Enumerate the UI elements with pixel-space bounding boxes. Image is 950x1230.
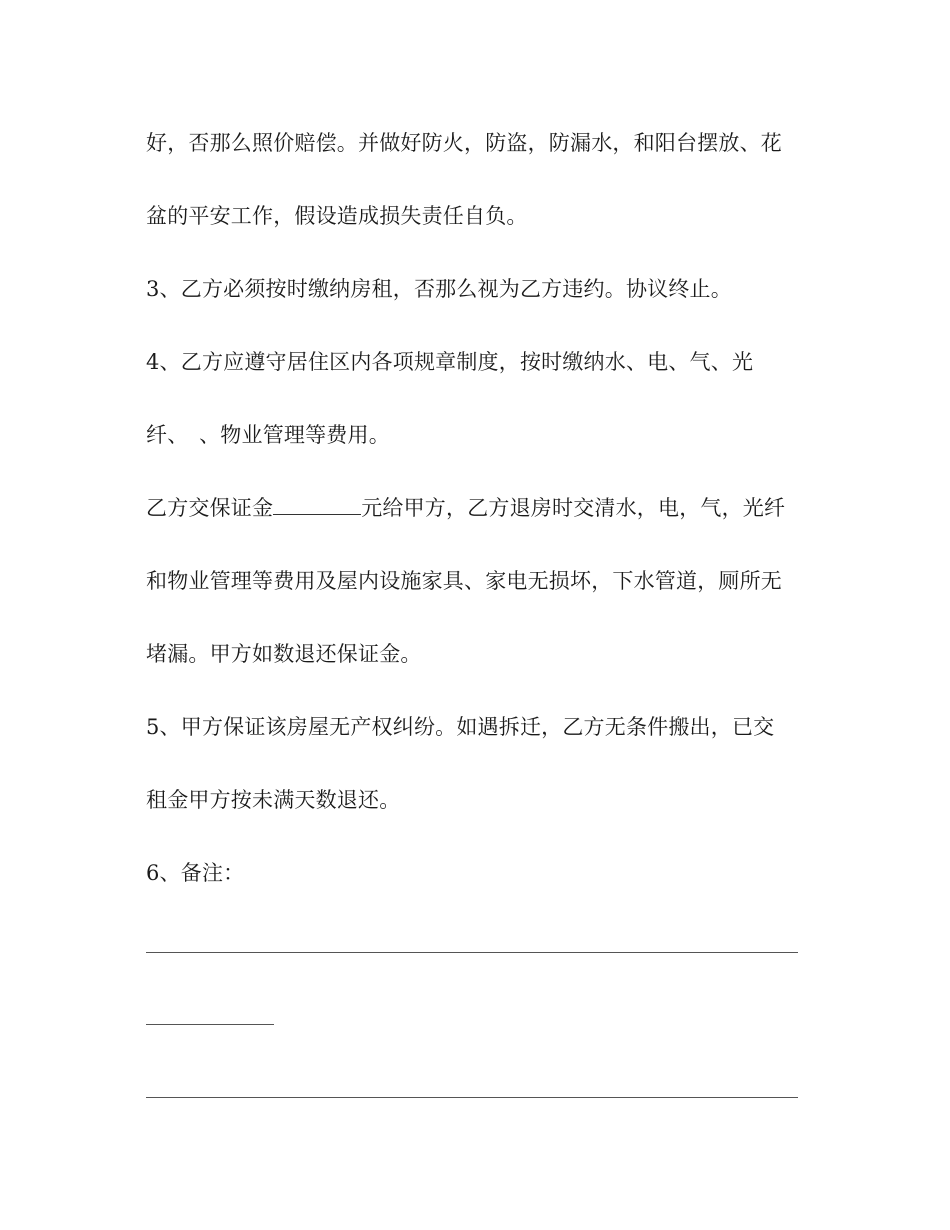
remarks-blank-line-2[interactable] xyxy=(146,1024,274,1025)
deposit-label: 乙方交保证金 xyxy=(146,496,274,520)
clause-2-continued-line-1: 好，否那么照价赔偿。并做好防火，防盗，防漏水，和阳台摆放、花 xyxy=(146,131,782,155)
remarks-blank-line-3[interactable] xyxy=(146,1097,798,1098)
clause-4-line-2: 纤、 、物业管理等费用。 xyxy=(146,423,390,447)
clause-6-remarks-label: 6、备注： xyxy=(146,861,245,885)
clause-2-continued-line-2: 盆的平安工作，假设造成损失责任自负。 xyxy=(146,204,528,228)
clause-4-line-1: 4、乙方应遵守居住区内各项规章制度，按时缴纳水、电、气、光 xyxy=(146,350,754,374)
remarks-blank-line-1[interactable] xyxy=(146,952,798,953)
deposit-line xyxy=(146,494,785,522)
deposit-terms: 元给甲方，乙方退房时交清水，电，气，光纤 xyxy=(361,496,786,520)
deposit-continued-line-1: 和物业管理等费用及屋内设施家具、家电无损坏，下水管道，厕所无 xyxy=(146,569,782,593)
deposit-continued-line-2: 堵漏。甲方如数退还保证金。 xyxy=(146,642,422,666)
deposit-amount-blank[interactable] xyxy=(273,494,361,515)
clause-3: 3、乙方必须按时缴纳房租，否那么视为乙方违约。协议终止。 xyxy=(146,277,732,301)
clause-5-line-2: 租金甲方按未满天数退还。 xyxy=(146,788,401,812)
clause-5-line-1: 5、甲方保证该房屋无产权纠纷。如遇拆迁，乙方无条件搬出，已交 xyxy=(146,715,775,739)
